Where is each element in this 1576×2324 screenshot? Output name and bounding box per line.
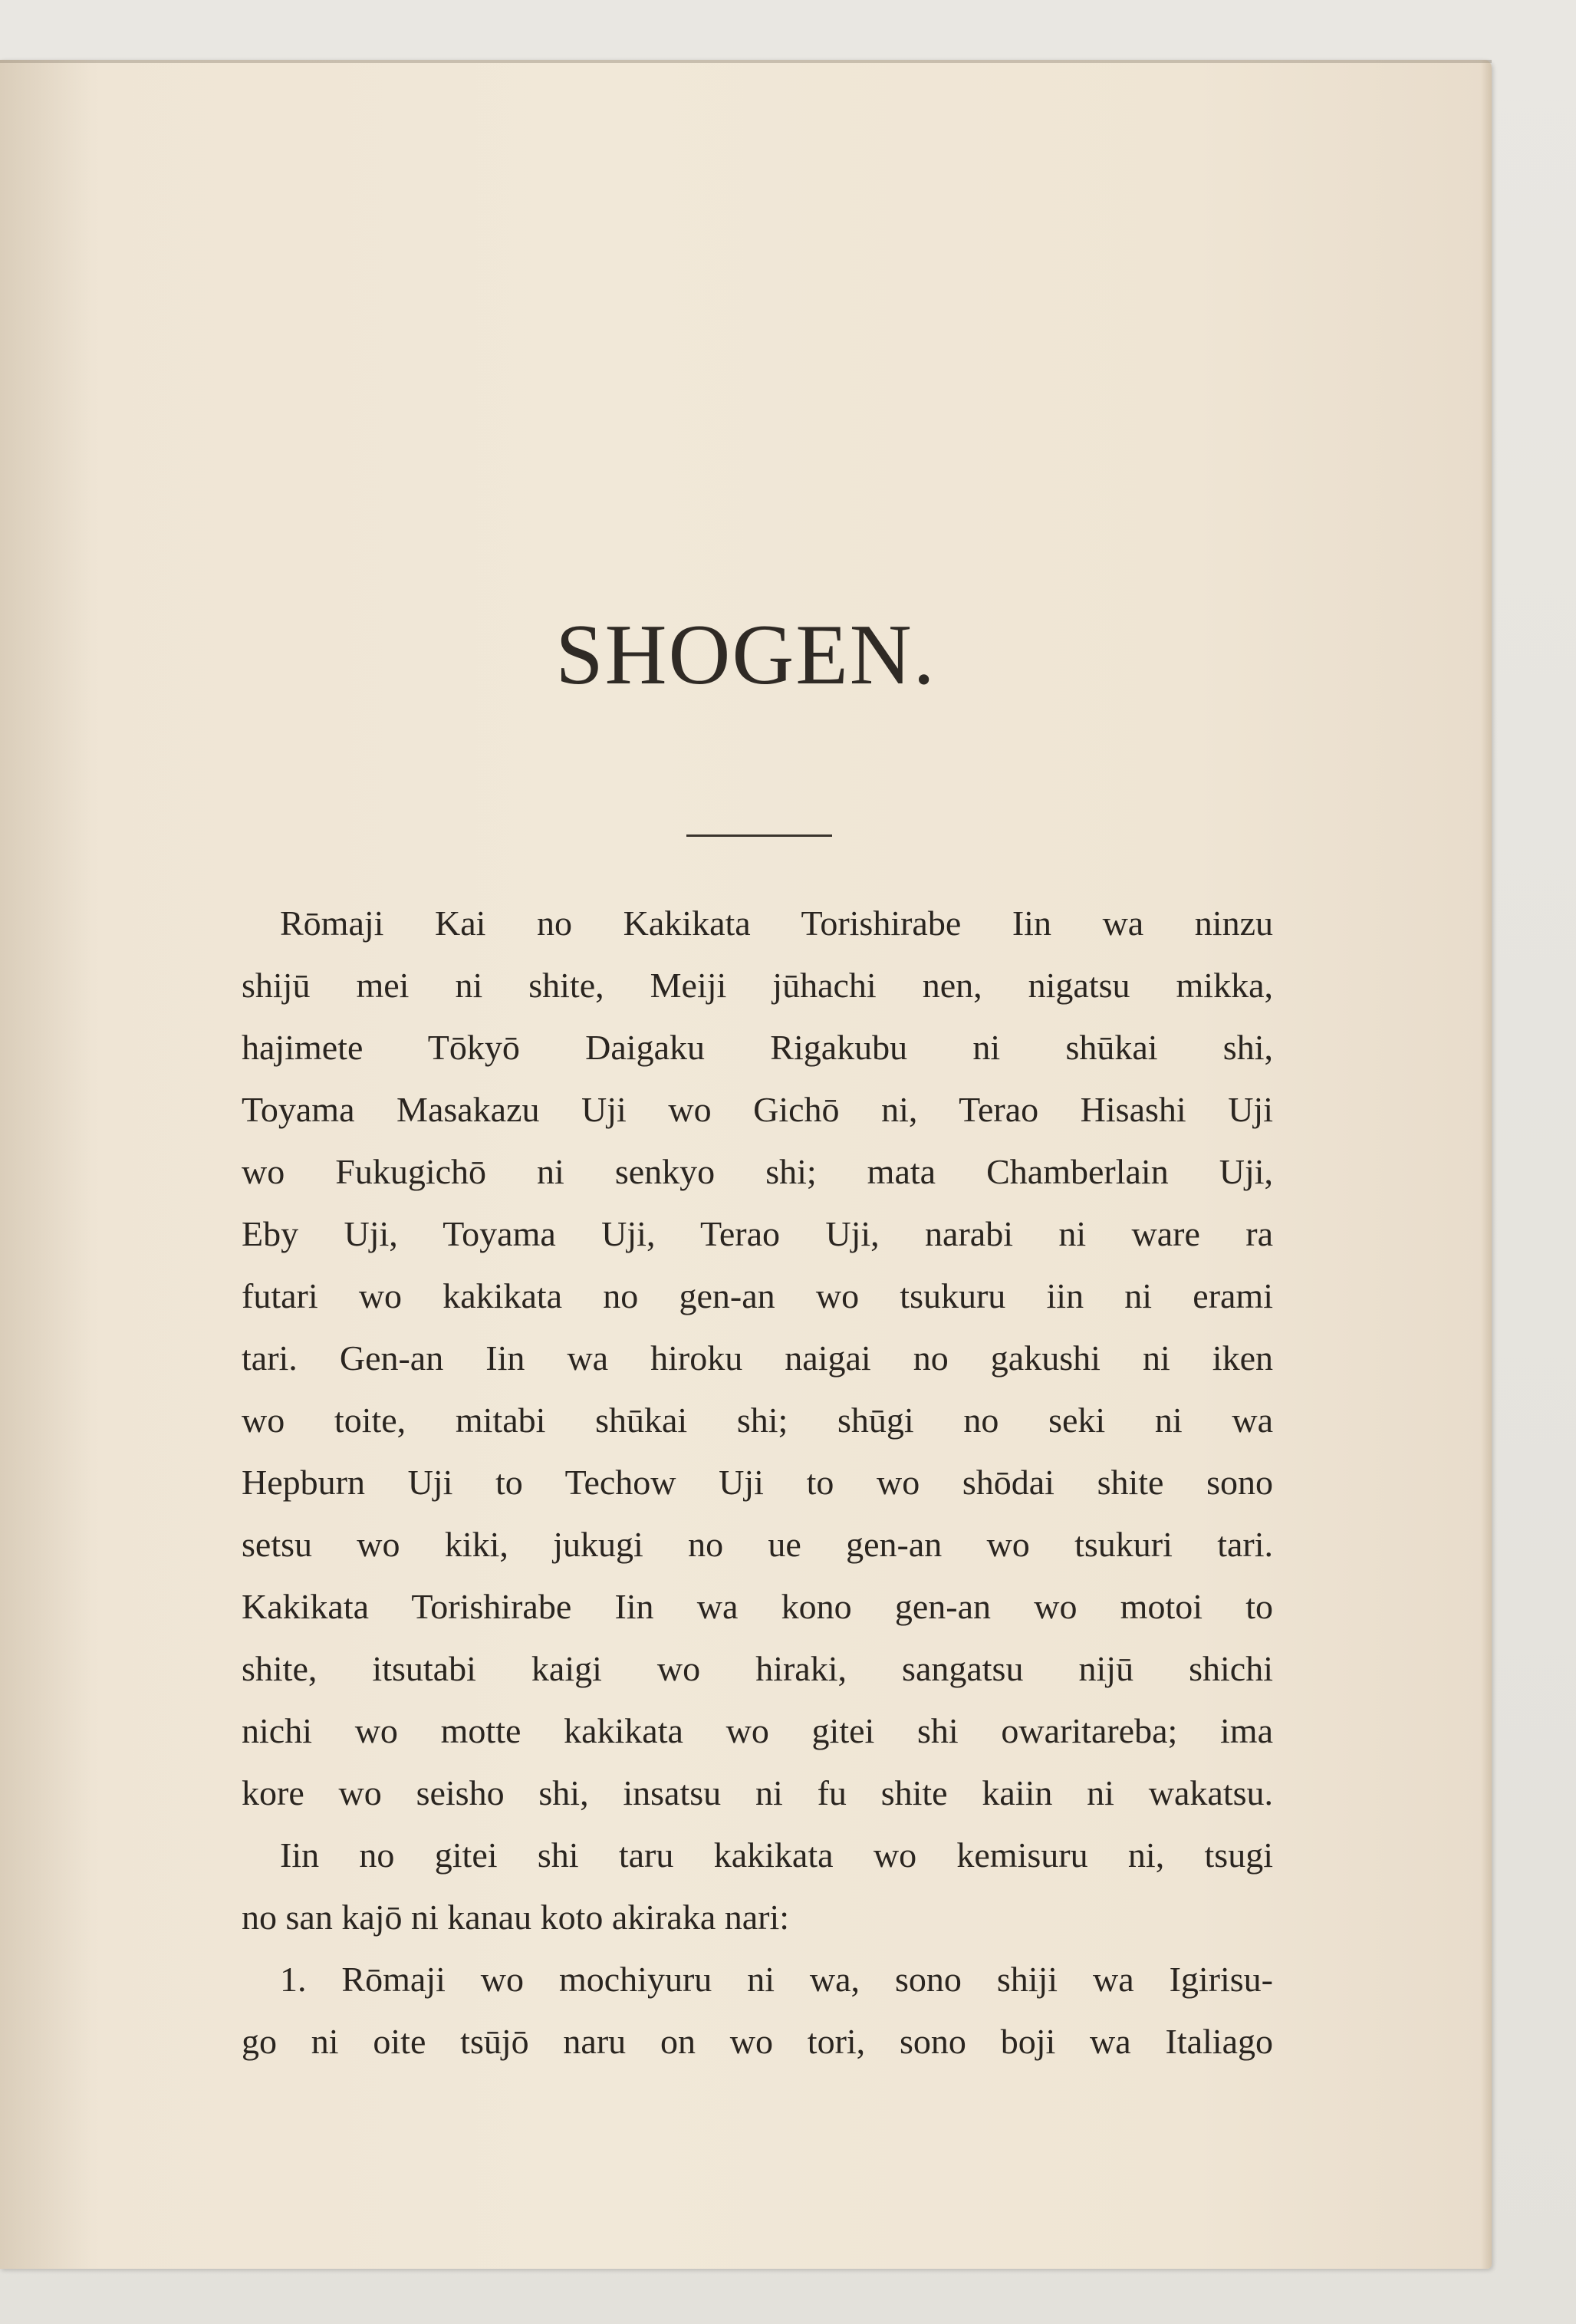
text-line: shijū mei ni shite, Meiji jūhachi nen, nigatsu mikka, bbox=[242, 966, 1273, 1005]
page-top-edge bbox=[0, 60, 1492, 63]
text-line: setsu wo kiki, jukugi no ue gen-an wo tsukuri tari. bbox=[242, 1525, 1273, 1564]
text-line: wo toite, mitabi shūkai shi; shūgi no seki ni wa bbox=[242, 1401, 1273, 1440]
text-line: 1. Rōmaji wo mochiyuru ni wa, sono shiji wa Igirisu- bbox=[280, 1960, 1273, 1999]
text-line: Rōmaji Kai no Kakikata Torishirabe Iin wa ninzu bbox=[280, 904, 1273, 943]
page-right-edge bbox=[1481, 60, 1492, 2269]
text-line: no san kajō ni kanau koto akiraka nari: bbox=[242, 1898, 790, 1937]
title-rule bbox=[686, 834, 832, 837]
text-line: futari wo kakikata no gen-an wo tsukuru iin ni erami bbox=[242, 1276, 1273, 1315]
text-line: hajimete Tōkyō Daigaku Rigakubu ni shūkai shi, bbox=[242, 1028, 1273, 1067]
text-line: wo Fukugichō ni senkyo shi; mata Chamberlain Uji, bbox=[242, 1152, 1273, 1191]
text-line: Eby Uji, Toyama Uji, Terao Uji, narabi ni ware ra bbox=[242, 1214, 1273, 1253]
text-line: Kakikata Torishirabe Iin wa kono gen-an wo motoi to bbox=[242, 1587, 1273, 1626]
page-title: SHOGEN. bbox=[555, 607, 936, 703]
text-line: go ni oite tsūjō naru on wo tori, sono boji wa Italiago bbox=[242, 2022, 1273, 2061]
text-line: nichi wo motte kakikata wo gitei shi owaritareba; ima bbox=[242, 1711, 1273, 1750]
text-line: tari. Gen-an Iin wa hiroku naigai no gakushi ni iken bbox=[242, 1338, 1273, 1378]
book-page bbox=[0, 60, 1492, 2269]
text-line: kore wo seisho shi, insatsu ni fu shite kaiin ni wakatsu. bbox=[242, 1773, 1273, 1812]
body-text bbox=[242, 892, 1273, 2072]
text-line: Hepburn Uji to Techow Uji to wo shōdai shite sono bbox=[242, 1463, 1273, 1502]
text-line: shite, itsutabi kaigi wo hiraki, sangatsu nijū shichi bbox=[242, 1649, 1273, 1688]
page-gutter-shadow bbox=[0, 60, 100, 2269]
text-line: Iin no gitei shi taru kakikata wo kemisuru ni, tsugi bbox=[280, 1835, 1273, 1875]
text-line: Toyama Masakazu Uji wo Gichō ni, Terao Hisashi Uji bbox=[242, 1090, 1273, 1129]
